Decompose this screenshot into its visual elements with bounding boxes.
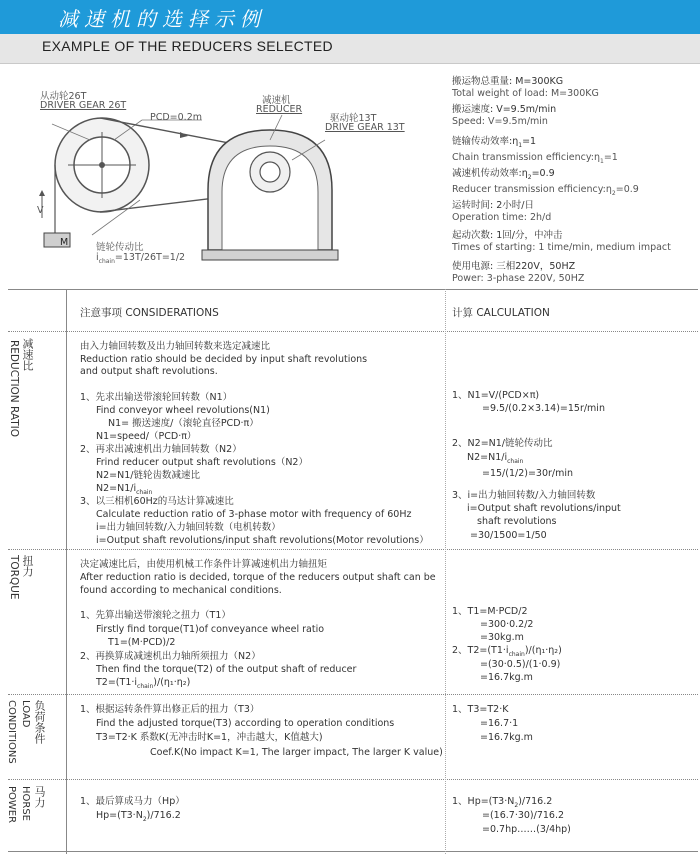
reduction-step2-formula2: $N2=N1/i_{chain}$ (96, 483, 153, 496)
section-horse-cn: 马力 (33, 786, 46, 808)
torque-step1-en: Firstly find torque(T1)of conveyance wheel ratio (96, 624, 325, 635)
reduction-intro-en1: Reduction ratio should be decided by input shaft revolutions (80, 354, 368, 365)
torque-calc1-c: =30kg.m (480, 632, 524, 643)
section-horse-en2: POWER (6, 786, 17, 824)
reduction-calc2-c: =15/(1/2)=30r/min (482, 468, 574, 479)
load-calc1-c: =16.7kg.m (480, 732, 533, 743)
load-step1-cn: 1、根据运转条件算出修正后的扭力（T3） (80, 704, 260, 715)
section-reduction-en: REDUCTION RATIO (8, 340, 20, 438)
horse-step1-cn: 1、最后算成马力（Hp） (80, 796, 185, 807)
reduction-step1-cn: 1、先求出输送带滚轮回转数（N1） (80, 392, 233, 403)
table-calc-column-line (445, 289, 446, 854)
spec-weight: 搬运物总重量: M=300KG Total weight of load: M=300KG (452, 76, 599, 99)
reduction-calc3-a: 3、i=出力轴回转数/入力轴回转数 (452, 490, 596, 501)
section-load-en2: CONDITIONS (6, 700, 17, 764)
horse-calc1-b: =(16.7·30)/716.2 (482, 810, 565, 821)
reduction-step3-formula1: i=出力轴回转数/入力轴回转数（电机转数） (96, 522, 281, 533)
reducer-base (202, 250, 338, 260)
horse-calc1-a: 1、$Hp=(T3\cdot N_2)/716.2$ (452, 796, 553, 809)
load-step1-formula: T3=T2·K 系数K(无冲击时K=1，冲击越大，K值越大) (96, 732, 323, 743)
torque-intro-cn: 决定减速比后，由使用机械工作条件计算减速机出力轴扭矩 (80, 559, 328, 570)
spec-operation-time: 运转时间: 2小时/日 Operation time: 2h/d (452, 200, 552, 223)
torque-divider (8, 694, 698, 695)
torque-intro-en2: found according to mechanical conditions. (80, 585, 282, 596)
spec-speed: 搬运速度: V=9.5m/min Speed: V=9.5m/min (452, 104, 557, 127)
spec-power: 使用电源: 三相220V，50HZ Power: 3-phase 220V, 50HZ (452, 261, 585, 284)
table-header-divider (8, 331, 698, 332)
reduction-calc2-a: 2、N2=N1/链轮传动比 (452, 438, 553, 449)
spec-reducer-eff: 减速机传动效率$:\eta_2=0.9$ Reducer transmission $efficiency:\eta_2=0.9$ (452, 168, 639, 197)
load-divider (8, 779, 698, 780)
reduction-step3-en: Calculate reduction ratio of 3-phase motor with frequency of 60Hz (96, 509, 412, 520)
mass-label: M (60, 237, 69, 248)
horse-step1-formula: $Hp=(T3\cdot N_2)/716.2$ (96, 810, 181, 823)
torque-step2-formula: $T2=(T1\cdot i_{chain})/(\eta_1\cdot\eta_2)$ (96, 677, 191, 690)
torque-intro-en1: After reduction ratio is decided, torque of the reducers output shaft can be (80, 572, 436, 583)
driver-gear-cn: 从动轮26T (40, 91, 87, 102)
page-subtitle: EXAMPLE OF THE REDUCERS SELECTED (42, 38, 333, 54)
torque-step1-cn: 1、先算出输送带滚轮之扭力（T1） (80, 610, 231, 621)
torque-step2-cn: 2、再换算成减速机出力轴所须扭力（N2） (80, 651, 261, 662)
torque-step2-en: Then find the torque(T2) of the output shaft of reducer (96, 664, 357, 675)
horse-calc1-c: =0.7hp……(3/4hp) (482, 824, 571, 835)
drive-gear-en: DRIVE GEAR 13T (325, 122, 405, 133)
section-torque-cn: 扭力 (21, 555, 34, 577)
section-load-en1: LOAD (20, 700, 31, 728)
section-load-cn: 负荷条件 (33, 700, 46, 744)
drive-gear-hub (260, 162, 280, 182)
spec-starting: 起动次数: 1回/分，中冲击 Times of starting: 1 time/min, medium impact (452, 230, 671, 253)
reduction-calc3-b: i=Output shaft revolutions/input (467, 503, 621, 514)
spec-chain-eff: 链输传动效率$:\eta_1=1$ Chain transmission $efficiency:\eta_1=1$ (452, 136, 618, 165)
pcd-label: PCD=0.2m (150, 112, 202, 123)
reduction-step2-en: Frind reducer output shaft revolutions（N2） (96, 457, 308, 468)
torque-calc1-a: 1、T1=M·PCD/2 (452, 606, 528, 617)
reduction-step1-formula2: N1=speed/（PCD·π） (96, 431, 197, 442)
reduction-step2-cn: 2、再求出减速机出力轴回转数（N2） (80, 444, 242, 455)
banner-title: 减速机的选择示例 (58, 7, 266, 31)
table-left-column-line (66, 289, 67, 854)
torque-calc2-c: =16.7kg.m (480, 672, 533, 683)
considerations-header: 注意事项 CONSIDERATIONS (80, 307, 219, 319)
reduction-step1-en: Find conveyor wheel revolutions(N1) (96, 405, 270, 416)
load-calc1-a: 1、T3=T2·K (452, 704, 509, 715)
torque-calc2-b: =(30·0.5)/(1·0.9) (480, 659, 561, 670)
reduction-calc3-c: shaft revolutions (477, 516, 557, 527)
table-top-border (8, 289, 698, 290)
velocity-label: V (37, 205, 44, 216)
driver-gear-en: DRIVER GEAR 26T (40, 100, 127, 111)
reduction-calc2-b: $N2=N1/i_{chain}$ (467, 452, 524, 465)
torque-calc2-a: 2、$T2=(T1\cdot i_{chain})/(\eta_1\cdot\eta_2)$ (452, 645, 562, 658)
reduction-calc1-a: 1、N1=V/(PCD×π) (452, 390, 540, 401)
torque-step1-formula: T1=(M·PCD)/2 (108, 637, 176, 648)
drive-gear-cn: 驱动轮13T (330, 113, 377, 124)
reduction-step2-formula1: N2=N1/链轮齿数减速比 (96, 470, 200, 481)
reducer-en: REDUCER (256, 104, 303, 115)
reduction-step1-formula1: N1= 搬送速度/（滚轮直径PCD·π） (108, 418, 259, 429)
calculation-header: 计算 CALCULATION (452, 307, 550, 319)
chain-ratio-cn: 链轮传动比 (96, 242, 144, 253)
torque-calc1-b: =300·0.2/2 (480, 619, 534, 630)
reduction-calc1-b: =9.5/(0.2×3.14)=15r/min (482, 403, 605, 414)
reduction-divider (8, 549, 698, 550)
table-bottom-border (8, 851, 698, 852)
load-step1-formula2: Coef.K(No impact K=1, The larger impact, The larger K value) (150, 747, 443, 758)
reducer-cn: 减速机 (262, 95, 291, 106)
driven-wheel-center (99, 162, 105, 168)
reduction-intro-en2: and output shaft revolutions. (80, 366, 218, 377)
velocity-arrowhead (39, 190, 45, 196)
load-step1-en: Find the adjusted torque(T3) according to operation conditions (96, 718, 395, 729)
reduction-step3-cn: 3、以三相机60Hz的马达计算减速比 (80, 496, 234, 507)
section-reduction-cn: 减速比 (21, 338, 34, 371)
load-calc1-b: =16.7·1 (480, 718, 519, 729)
section-torque-en: TORQUE (8, 555, 20, 600)
reduction-calc3-d: =30/1500=1/50 (470, 530, 547, 541)
reduction-intro-cn: 由入力轴回转数及出力轴回转数来选定减速比 (80, 341, 271, 352)
section-horse-en1: HORSE (20, 786, 31, 822)
chain-ratio-formula: $i_{chain}=13T/26T=1/2$ (96, 252, 186, 265)
reduction-step3-formula2: i=Output shaft revolutions/input shaft revolutions(Motor revolutions） (96, 535, 429, 546)
